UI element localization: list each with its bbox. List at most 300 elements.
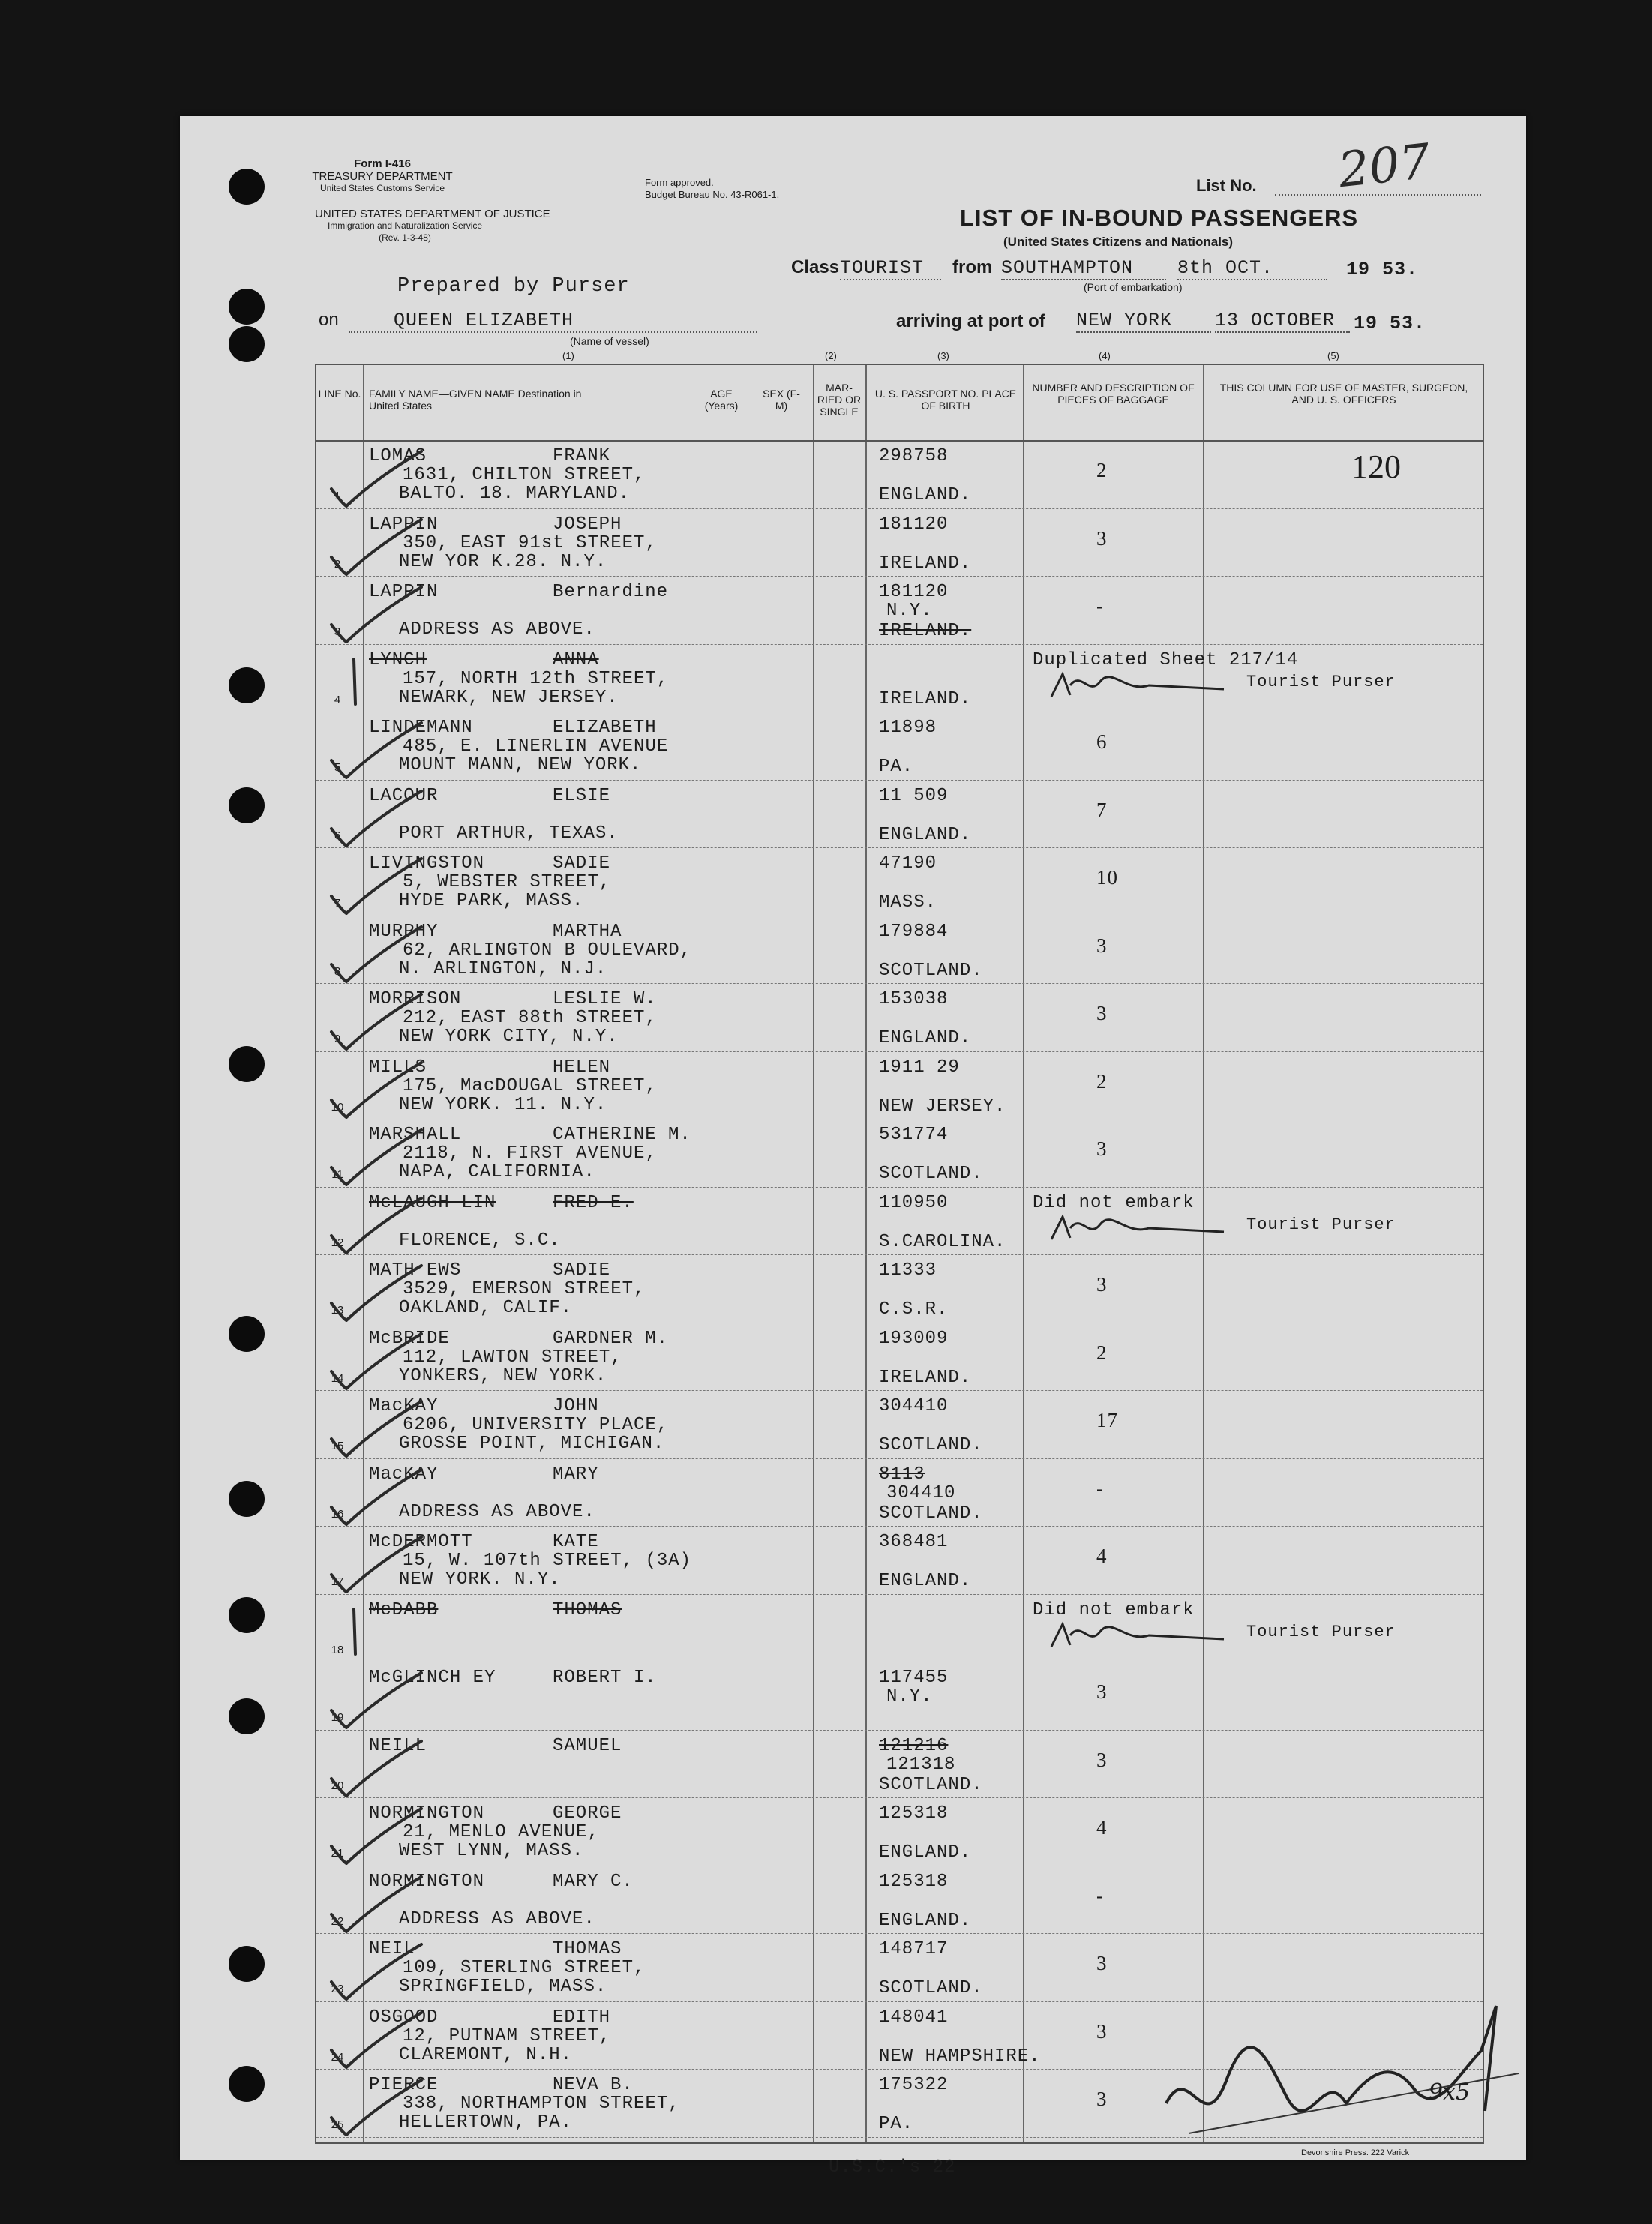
table-row (316, 576, 1483, 641)
table-row (316, 1119, 1483, 1184)
baggage-count: 10 (1096, 866, 1118, 889)
given-name: JOSEPH (553, 514, 622, 535)
ins-service: Immigration and Naturalization Service (327, 220, 483, 231)
punch-hole (229, 1481, 265, 1517)
baggage-count: 3 (1096, 2088, 1108, 2110)
check-mark (324, 787, 429, 847)
check-mark (324, 1398, 429, 1458)
table-row (316, 440, 1483, 505)
vessel-caption: (Name of vessel) (570, 335, 649, 347)
address-line-1: 175, MacDOUGAL STREET, (403, 1075, 657, 1096)
passport-number: 11 509 (879, 785, 949, 806)
passport-number: 47190 (879, 853, 937, 874)
officer-note-2: Tourist Purser (1246, 672, 1396, 691)
footer-right: Devonshire Press. 222 Varick (1301, 2148, 1410, 2157)
family-name: McGLINCH EY (369, 1668, 496, 1688)
table-row (316, 780, 1483, 845)
check-mark (324, 448, 429, 508)
address-line-1: 12, PUTNAM STREET, (403, 2025, 611, 2046)
family-name: LOMAS (369, 446, 427, 466)
table-row (316, 1051, 1483, 1116)
baggage-count: 3 (1096, 1952, 1108, 1974)
check-mark (324, 516, 429, 576)
address-line-1: 350, EAST 91st STREET, (403, 532, 657, 553)
passport-number: 193009 (879, 1328, 949, 1349)
baggage-count: 2 (1096, 1341, 1108, 1364)
line-number: 7 (334, 897, 341, 910)
table-row (316, 1254, 1483, 1320)
check-mark (324, 719, 429, 779)
col-header-officers: THIS COLUMN FOR USE OF MASTER, SURGEON, AND U. S. OFFICERS (1219, 382, 1468, 406)
address-line-2: NEWARK, NEW JERSEY. (399, 687, 619, 708)
justice-dept: UNITED STATES DEPARTMENT OF JUSTICE (315, 208, 550, 220)
family-name: NEILL (369, 1735, 427, 1756)
given-name: Bernardine (553, 582, 669, 602)
given-name: EDITH (553, 2007, 611, 2028)
passport-number: 175322 (879, 2075, 949, 2095)
check-mark (324, 1533, 429, 1593)
given-name: HELEN (553, 1057, 611, 1078)
given-name: ROBERT I. (553, 1668, 657, 1688)
check-mark (324, 1602, 429, 1662)
check-mark (324, 855, 429, 915)
col-header-married: MAR-RIED OR SINGLE (817, 382, 862, 418)
passport-number-2: 121318 (886, 1754, 956, 1775)
given-name: CATHERINE M. (553, 1125, 691, 1145)
place-of-birth: NEW JERSEY. (879, 1096, 1006, 1116)
address-line-2: BALTO. 18. MARYLAND. (399, 484, 631, 504)
line-number: 25 (331, 2118, 344, 2131)
table-row (316, 508, 1483, 574)
col-header-baggage: NUMBER AND DESCRIPTION OF PIECES OF BAGGAGE (1032, 382, 1195, 406)
line-number: 10 (331, 1100, 344, 1113)
place-of-birth: IRELAND. (879, 621, 972, 641)
address-line-2: HELLERTOWN, PA. (399, 2112, 573, 2133)
address-line-1: 6206, UNIVERSITY PLACE, (403, 1415, 669, 1435)
punch-hole (229, 1698, 265, 1734)
passport-number: 179884 (879, 921, 949, 942)
family-name: MORRISON (369, 989, 462, 1009)
address-line-2: NEW YOR K.28. N.Y. (399, 551, 607, 572)
family-name: McDERMOTT (369, 1532, 473, 1552)
table-row (316, 1390, 1483, 1455)
table-row (316, 644, 1483, 709)
address-line-2: ADDRESS AS ABOVE. (399, 619, 595, 640)
baggage-count: 3 (1096, 2019, 1108, 2043)
line-number: 14 (331, 1371, 344, 1385)
baggage-count: - (1096, 1476, 1104, 1500)
given-name: ELSIE (553, 785, 611, 806)
punch-hole (229, 1597, 265, 1633)
check-mark (324, 1126, 429, 1186)
col-header-age: AGE (Years) (704, 388, 739, 412)
officer-note-2: Tourist Purser (1246, 1215, 1396, 1234)
customs-service: United States Customs Service (319, 183, 445, 193)
vessel-name: QUEEN ELIZABETH (349, 310, 757, 333)
address-line-1: 1631, CHILTON STREET, (403, 465, 646, 485)
table-row (316, 1187, 1483, 1252)
given-name: JOHN (553, 1396, 599, 1416)
from-label: from (952, 257, 993, 277)
passport-number: 148717 (879, 1939, 949, 1959)
place-of-birth: SCOTLAND. (879, 1435, 983, 1455)
table-row (316, 712, 1483, 777)
table-row (316, 983, 1483, 1048)
place-of-birth: PA. (879, 2114, 914, 2134)
passport-number: 531774 (879, 1125, 949, 1145)
check-mark (324, 583, 429, 643)
address-line-2: NEW YORK. N.Y. (399, 1569, 561, 1590)
given-name: THOMAS (553, 1599, 622, 1620)
place-of-birth: ENGLAND. (879, 824, 972, 845)
baggage-count: 17 (1096, 1409, 1118, 1431)
col-header-sex: SEX (F-M) (763, 388, 800, 412)
revision: (Rev. 1-3-48) (379, 232, 431, 243)
officer-note: Duplicated Sheet 217/14 (1033, 649, 1299, 670)
baggage-count: 4 (1096, 1816, 1108, 1839)
treasury-dept: TREASURY DEPARTMENT (312, 170, 453, 183)
table-row (316, 1797, 1483, 1863)
table-row (316, 1526, 1483, 1591)
punch-hole (229, 2066, 265, 2102)
baggage-count: 3 (1096, 1137, 1108, 1160)
address-line-2: N. ARLINGTON, N.J. (399, 958, 607, 979)
given-name: MARY C. (553, 1871, 634, 1892)
address-line-2: NAPA, CALIFORNIA. (399, 1162, 595, 1182)
address-line-1: 62, ARLINGTON B OULEVARD, (403, 940, 692, 961)
address-line-2: SPRINGFIELD, MASS. (399, 1977, 607, 1997)
place-of-birth: PA. (879, 757, 914, 777)
budget-bureau: Budget Bureau No. 43-R061-1. (645, 189, 780, 200)
col-num-2: (2) (825, 350, 837, 361)
table-row (316, 1594, 1483, 1659)
family-name: MILLS (369, 1057, 427, 1078)
passport-number-2: N.Y. (886, 1686, 933, 1707)
family-name: OSGOOD (369, 2007, 439, 2028)
family-name: LIVINGSTON (369, 853, 485, 874)
punch-hole (229, 326, 265, 362)
form-approved: Form approved. (645, 177, 714, 188)
from-port: SOUTHAMPTON (1001, 257, 1166, 280)
punch-hole (229, 667, 265, 703)
place-of-birth: NEW HAMPSHIRE. (879, 2046, 1041, 2067)
arriving-port: NEW YORK (1076, 310, 1211, 333)
check-mark (324, 1466, 429, 1526)
address-line-1: 5, WEBSTER STREET, (403, 872, 611, 892)
line-number: 23 (331, 1983, 344, 1995)
signature-note: 9x5 (1429, 2079, 1471, 2106)
check-mark (324, 1262, 429, 1322)
col-header-line: LINE No. (318, 388, 361, 400)
col-num-1: (1) (562, 350, 574, 361)
given-name: SADIE (553, 853, 611, 874)
given-name: MARTHA (553, 921, 622, 942)
given-name: MARY (553, 1464, 599, 1485)
passenger-table (315, 364, 1484, 2144)
family-name: McBRIDE (369, 1328, 450, 1349)
baggage-count: 2 (1096, 1069, 1108, 1093)
baggage-count: 7 (1096, 798, 1108, 821)
passport-number: 125318 (879, 1871, 949, 1892)
place-of-birth: SCOTLAND. (879, 960, 983, 981)
family-name: McDABB (369, 1599, 439, 1620)
line-number: 18 (331, 1643, 344, 1656)
count-stamp: 120 (1351, 448, 1401, 485)
arriving-label: arriving at port of (896, 311, 1045, 331)
form-number: Form I-416 (354, 157, 411, 170)
list-no-label: List No. (1196, 176, 1257, 195)
family-name: MacKAY (369, 1396, 439, 1416)
passport-number: 11898 (879, 718, 937, 738)
address-line-2: CLAREMONT, N.H. (399, 2044, 573, 2065)
table-row (316, 916, 1483, 981)
line-number: 3 (334, 625, 341, 638)
col-header-passport: U. S. PASSPORT NO. PLACE OF BIRTH (874, 388, 1017, 412)
family-name: PIERCE (369, 2075, 439, 2095)
col-num-4: (4) (1099, 350, 1111, 361)
address-line-2: ADDRESS AS ABOVE. (399, 1501, 595, 1522)
given-name: SAMUEL (553, 1735, 622, 1756)
col-num-3: (3) (937, 350, 949, 361)
line-number: 17 (331, 1575, 344, 1588)
place-of-birth: IRELAND. (879, 688, 972, 709)
line-number: 2 (334, 557, 341, 571)
address-line-2: GROSSE POINT, MICHIGAN. (399, 1434, 665, 1454)
place-of-birth: ENGLAND. (879, 1842, 972, 1863)
check-mark (324, 1330, 429, 1390)
place-of-birth: ENGLAND. (879, 1028, 972, 1048)
family-name: MATH EWS (369, 1260, 462, 1281)
passport-number-2: N.Y. (886, 601, 933, 621)
line-number: 15 (331, 1440, 344, 1452)
table-row (316, 1866, 1483, 1931)
passport-number: 298758 (879, 446, 949, 466)
family-name: NORMINGTON (369, 1871, 485, 1892)
address-line-2: NEW YORK CITY, N.Y. (399, 1027, 619, 1047)
given-name: FRED E. (553, 1192, 634, 1213)
family-name: LYNCH (369, 649, 427, 670)
table-row (316, 1323, 1483, 1388)
line-number: 9 (334, 1033, 341, 1045)
place-of-birth: SCOTLAND. (879, 1164, 983, 1184)
address-line-1: 112, LAWTON STREET, (403, 1347, 622, 1368)
address-line-1: 212, EAST 88th STREET, (403, 1008, 657, 1028)
family-name: McLAUGH LIN (369, 1192, 496, 1213)
check-mark (324, 1805, 429, 1865)
given-name: THOMAS (553, 1939, 622, 1959)
address-line-1: 21, MENLO AVENUE, (403, 1822, 599, 1842)
col-header-name: FAMILY NAME—GIVEN NAME Destination in United States (369, 388, 582, 412)
check-mark (324, 1941, 429, 2001)
table-row (316, 1730, 1483, 1795)
table-row (316, 847, 1483, 913)
line-number: 24 (331, 2050, 344, 2064)
punch-hole (229, 169, 265, 205)
baggage-count: - (1096, 1884, 1104, 1907)
address-line-1: 109, STERLING STREET, (403, 1958, 646, 1978)
place-of-birth: IRELAND. (879, 553, 972, 574)
punch-hole (229, 1316, 265, 1352)
officer-note: Did not embark (1033, 1599, 1195, 1620)
arriving-year: 19 53. (1354, 313, 1426, 334)
signature (1144, 1991, 1534, 2148)
check-mark (324, 991, 429, 1051)
punch-hole (229, 289, 265, 325)
on-label: on (319, 310, 339, 330)
given-name: SADIE (553, 1260, 611, 1281)
line-number: 22 (331, 1914, 344, 1928)
address-line-2: MOUNT MANN, NEW YORK. (399, 755, 642, 775)
address-line-2: FLORENCE, S.C. (399, 1230, 561, 1251)
address-line-2: WEST LYNN, MASS. (399, 1841, 584, 1861)
list-no-value: 207 (1336, 133, 1433, 199)
line-number: 19 (331, 1711, 344, 1724)
passport-number: 153038 (879, 989, 949, 1009)
line-number: 16 (331, 1507, 344, 1521)
class-label: Class (791, 257, 840, 277)
passport-number-2: 304410 (886, 1482, 956, 1503)
baggage-count: - (1096, 595, 1104, 617)
place-of-birth: IRELAND. (879, 1367, 972, 1388)
check-mark (324, 649, 429, 712)
place-of-birth: C.S.R. (879, 1299, 949, 1320)
officer-note-2: Tourist Purser (1246, 1622, 1396, 1641)
purser-initials (1036, 1617, 1231, 1654)
check-mark (324, 2076, 429, 2136)
place-of-birth: SCOTLAND. (879, 1774, 983, 1795)
passport-number: 148041 (879, 2007, 949, 2028)
given-name: ANNA (553, 649, 599, 670)
from-year: 19 53. (1346, 259, 1419, 280)
col-num-5: (5) (1327, 350, 1339, 361)
check-mark (324, 923, 429, 983)
passport-number: 125318 (879, 1803, 949, 1824)
line-number: 21 (331, 1847, 344, 1860)
table-row (316, 1662, 1483, 1727)
passport-number: 11333 (879, 1260, 937, 1281)
punch-hole (229, 787, 265, 823)
address-line-1: 338, NORTHAMPTON STREET, (403, 2094, 680, 2114)
address-line-2: PORT ARTHUR, TEXAS. (399, 823, 619, 844)
baggage-count: 3 (1096, 934, 1108, 957)
passport-number: 368481 (879, 1532, 949, 1552)
line-number: 11 (331, 1168, 343, 1181)
line-number: 6 (334, 829, 341, 842)
passport-number: 121216 (879, 1735, 949, 1756)
given-name: LESLIE W. (553, 989, 657, 1009)
passport-number: 1911 29 (879, 1057, 960, 1078)
place-of-birth: SCOTLAND. (879, 1503, 983, 1524)
baggage-count: 6 (1096, 730, 1108, 753)
address-line-2: YONKERS, NEW YORK. (399, 1365, 607, 1386)
family-name: LAPPIN (369, 582, 439, 602)
baggage-count: 3 (1096, 1748, 1108, 1771)
address-line-1: 15, W. 107th STREET, (3A) (403, 1551, 692, 1571)
baggage-count: 3 (1096, 1680, 1108, 1703)
table-row (316, 1458, 1483, 1524)
line-number: 12 (331, 1236, 344, 1249)
address-line-1: 157, NORTH 12th STREET, (403, 668, 669, 689)
line-number: 1 (334, 490, 341, 502)
officer-note: Did not embark (1033, 1192, 1195, 1213)
baggage-count: 3 (1096, 1273, 1108, 1296)
line-number: 5 (334, 761, 341, 774)
prepared-by: Prepared by Purser (397, 275, 630, 298)
place-of-birth: ENGLAND. (879, 485, 972, 505)
family-name: LACOUR (369, 785, 439, 806)
footer-left: U.S.C.'s 22 (829, 2157, 956, 2178)
address-line-1: 2118, N. FIRST AVENUE, (403, 1143, 657, 1164)
baggage-count: 3 (1096, 526, 1108, 550)
place-of-birth: SCOTLAND. (879, 1978, 983, 1998)
check-mark (324, 2009, 429, 2069)
family-name: LAPPIN (369, 514, 439, 535)
passport-number: 110950 (879, 1192, 949, 1213)
class-value: TOURIST (840, 257, 941, 280)
address-line-1: 3529, EMERSON STREET, (403, 1279, 646, 1299)
page-title: LIST OF IN-BOUND PASSENGERS (960, 205, 1359, 231)
place-of-birth: MASS. (879, 892, 937, 913)
table-row (316, 1933, 1483, 1998)
baggage-count: 3 (1096, 1002, 1108, 1024)
passport-number: 8113 (879, 1464, 925, 1485)
line-number: 8 (334, 964, 341, 978)
family-name: MARSHALL (369, 1125, 462, 1145)
place-of-birth: ENGLAND. (879, 1571, 972, 1591)
check-mark (324, 1669, 429, 1729)
from-date: 8th OCT. (1177, 257, 1327, 280)
family-name: MURPHY (369, 921, 439, 942)
port-embark-caption: (Port of embarkation) (1084, 281, 1183, 293)
check-mark (324, 1194, 429, 1254)
given-name: FRANK (553, 446, 611, 466)
given-name: KATE (553, 1532, 599, 1552)
passport-number: 117455 (879, 1668, 949, 1688)
arriving-date: 13 OCTOBER (1215, 310, 1350, 333)
place-of-birth: S.CAROLINA. (879, 1231, 1006, 1252)
place-of-birth: ENGLAND. (879, 1910, 972, 1931)
check-mark (324, 1873, 429, 1933)
purser-initials (1036, 667, 1231, 704)
punch-hole (229, 1946, 265, 1982)
family-name: MacKAY (369, 1464, 439, 1485)
passport-number: 181120 (879, 582, 949, 602)
check-mark (324, 1737, 429, 1797)
baggage-count: 2 (1096, 459, 1108, 481)
family-name: NEIL (369, 1939, 415, 1959)
passport-number: 181120 (879, 514, 949, 535)
address-line-2: HYDE PARK, MASS. (399, 891, 584, 911)
page-subtitle: (United States Citizens and Nationals) (1003, 235, 1234, 249)
passport-number: 304410 (879, 1396, 949, 1416)
manifest-sheet (180, 116, 1526, 2178)
given-name: GARDNER M. (553, 1328, 669, 1349)
address-line-1: 485, E. LINERLIN AVENUE (403, 736, 669, 757)
family-name: NORMINGTON (369, 1803, 485, 1824)
purser-initials (1036, 1209, 1231, 1247)
address-line-2: NEW YORK. 11. N.Y. (399, 1094, 607, 1115)
baggage-count: 4 (1096, 1545, 1108, 1567)
punch-hole (229, 1046, 265, 1082)
given-name: ELIZABETH (553, 718, 657, 738)
line-number: 13 (331, 1304, 344, 1317)
line-number: 4 (334, 693, 341, 706)
given-name: GEORGE (553, 1803, 622, 1824)
given-name: NEVA B. (553, 2075, 634, 2095)
address-line-2: ADDRESS AS ABOVE. (399, 1908, 595, 1929)
check-mark (324, 1059, 429, 1119)
line-number: 20 (331, 1779, 344, 1792)
